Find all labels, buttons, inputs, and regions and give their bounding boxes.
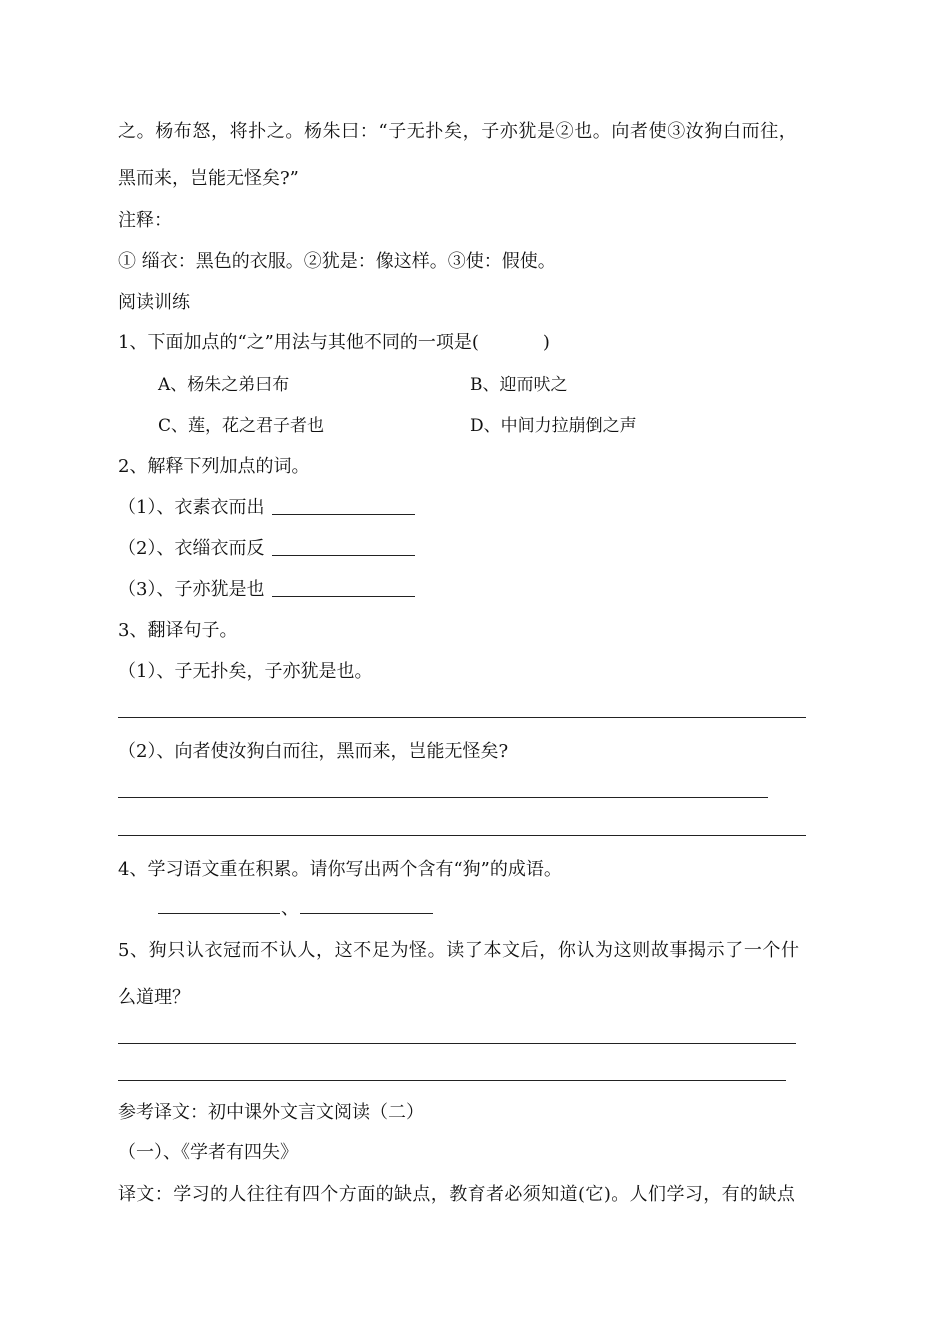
question-3-stem: 3、翻译句子。	[118, 620, 238, 641]
question-3-item-2: （2）、向者使汝狗白而往，黑而来，岂能无怪矣?	[118, 741, 509, 762]
passage-line-2: 黑而来，岂能无怪矣?”	[118, 168, 299, 189]
answer-blank[interactable]	[272, 580, 415, 597]
question-1-stem: 1、下面加点的“之”用法与其他不同的一项是(	[118, 332, 479, 353]
training-heading: 阅读训练	[118, 292, 190, 313]
option-b: B、迎而吠之	[470, 375, 568, 395]
question-2-item-2	[118, 537, 838, 561]
question-5-stem-line-2: 么道理？	[118, 987, 190, 1008]
notes-text: ① 缁衣：黑色的衣服。②犹是：像这样。③使：假使。	[118, 251, 556, 272]
question-2-stem: 2、解释下列加点的词。	[118, 456, 310, 477]
option-a: A、杨朱之弟曰布	[158, 375, 290, 395]
reference-text: 译文：学习的人往往有四个方面的缺点，教育者必须知道(它)。人们学习，有的缺点	[118, 1184, 796, 1205]
answer-blank[interactable]	[272, 498, 415, 515]
answer-line[interactable]	[118, 717, 806, 718]
question-4-stem: 4、学习语文重在积累。请你写出两个含有“狗”的成语。	[118, 859, 562, 880]
question-1-close: )	[542, 332, 550, 353]
question-2-item-3	[118, 578, 838, 602]
notes-heading: 注释：	[118, 210, 172, 231]
answer-blank[interactable]	[272, 539, 415, 556]
answer-line[interactable]	[118, 835, 806, 836]
question-2-item-1	[118, 496, 838, 520]
reference-section: （一）、《学者有四失》	[118, 1142, 298, 1163]
question-1	[118, 331, 838, 355]
question-3-item-1: （1）、子无扑矣，子亦犹是也。	[118, 661, 373, 682]
answer-blank[interactable]	[300, 913, 433, 914]
question-2-item-3-text: （3）、子亦犹是也	[118, 579, 265, 600]
question-4-separator: 、	[281, 898, 299, 919]
question-2-item-1-text: （1）、衣素衣而出	[118, 497, 265, 518]
question-5-stem-line-1: 5、狗只认衣冠而不认人，这不足为怪。读了本文后，你认为这则故事揭示了一个什	[118, 940, 800, 961]
answer-line[interactable]	[118, 1080, 786, 1081]
passage-line-1: 之。杨布怒，将扑之。杨朱曰：“子无扑矣，子亦犹是②也。向者使③汝狗白而往，	[118, 121, 798, 142]
answer-line[interactable]	[118, 797, 768, 798]
question-2-item-2-text: （2）、衣缁衣而反	[118, 538, 265, 559]
reference-title: 参考译文：初中课外文言文阅读（二）	[118, 1102, 424, 1123]
answer-line[interactable]	[118, 1043, 796, 1044]
option-d: D、中间力拉崩倒之声	[470, 416, 637, 436]
answer-blank[interactable]	[158, 913, 280, 914]
option-c: C、莲，花之君子者也	[158, 416, 325, 436]
